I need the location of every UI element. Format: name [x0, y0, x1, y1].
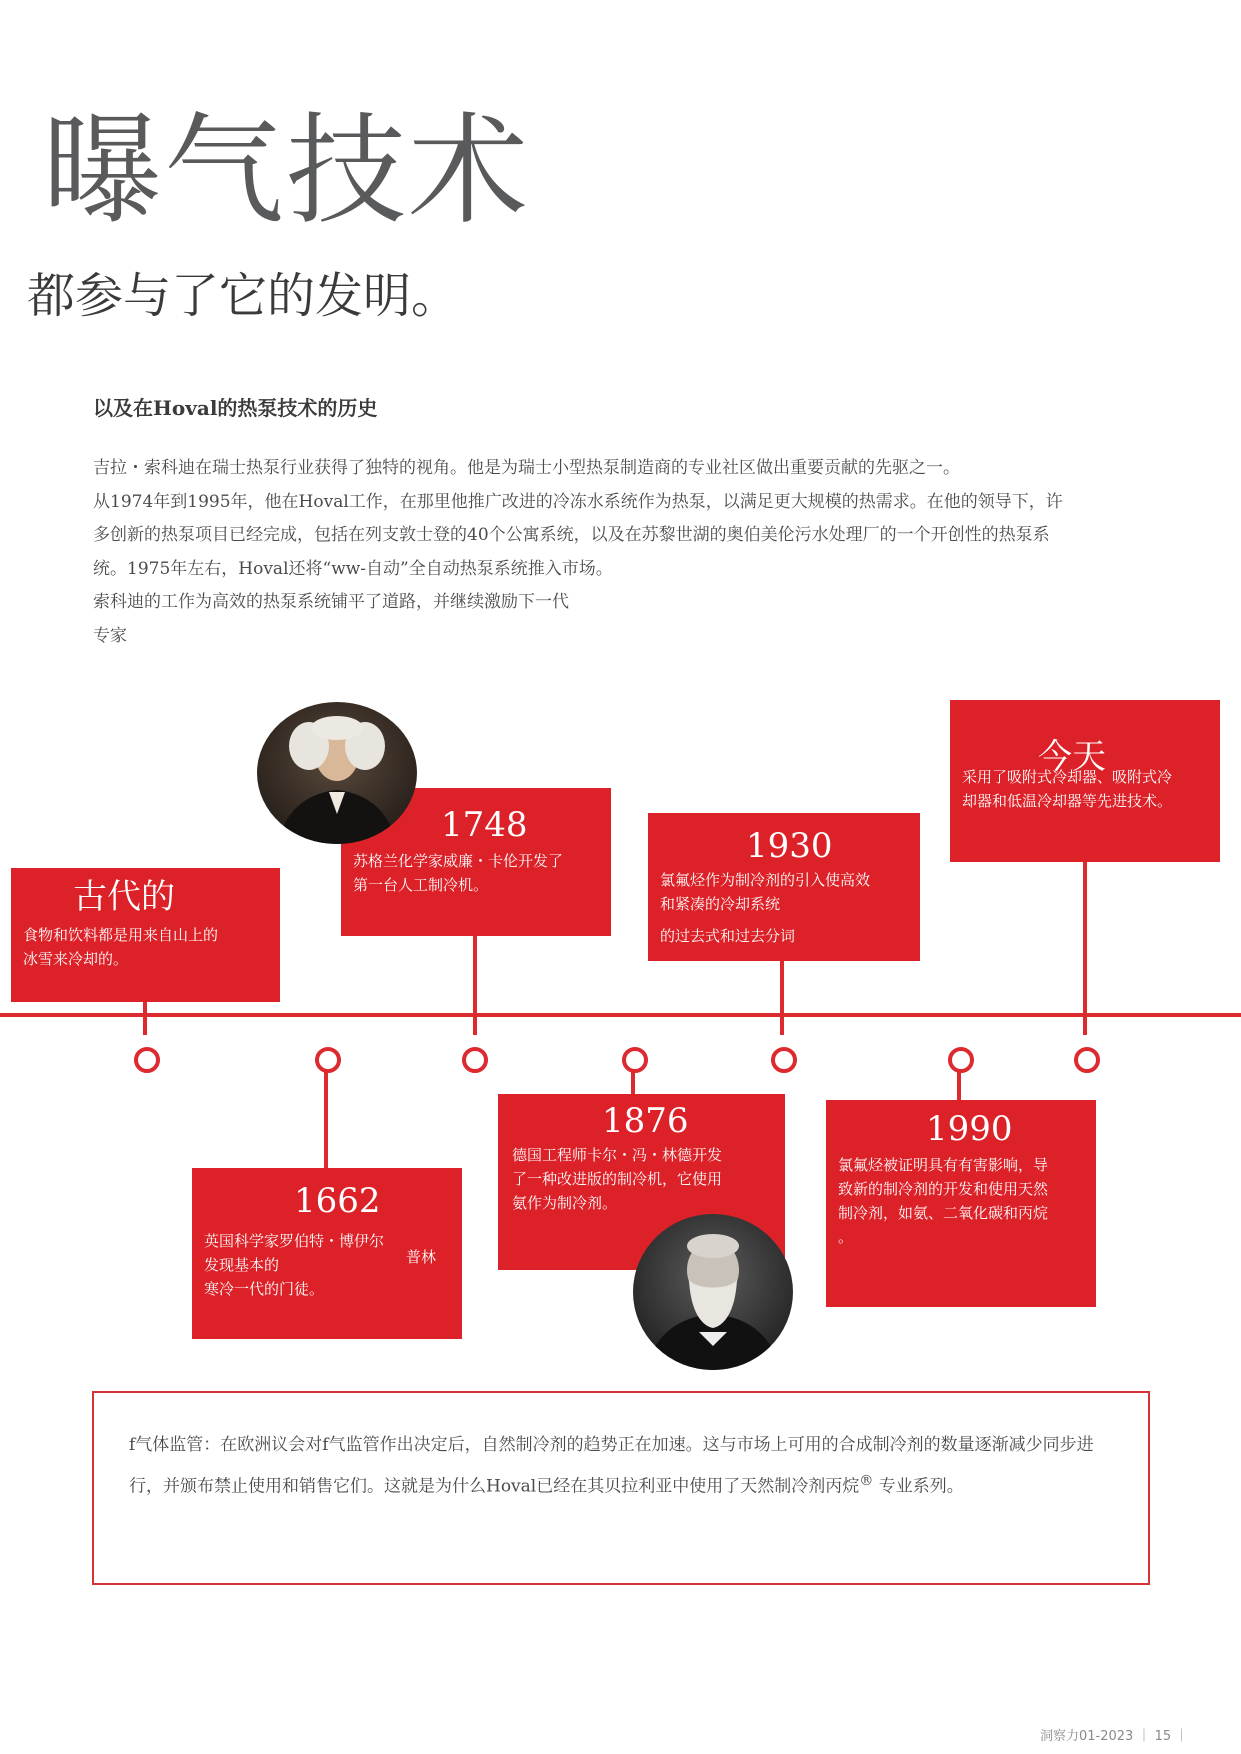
card-aside: 普林: [406, 1248, 437, 1266]
card-year: 1748: [441, 805, 528, 845]
timeline-card-today: [950, 700, 1220, 862]
card-year: 1662: [294, 1181, 381, 1221]
card-text: 英国科学家罗伯特・博伊尔: [204, 1232, 385, 1250]
card-text: 苏格兰化学家威廉・卡伦开发了: [353, 852, 564, 870]
card-text: 氨作为制冷剂。: [512, 1194, 618, 1212]
connector: [1083, 861, 1087, 1035]
section-heading: 以及在Hoval的热泵技术的历史: [93, 396, 378, 420]
timeline-node: [462, 1047, 488, 1073]
intro-line: 专家: [93, 625, 127, 646]
f-gas-note-body: f气体监管：在欧洲议会对f气监管作出决定后，自然制冷剂的趋势正在加速。这与市场上可用的合成制冷剂的数量逐渐减少同步进行，并颁布禁止使用和销售它们。这就是为什么Hoval已经在其贝拉利亚中使用了天然制冷剂丙烷: [129, 1435, 1094, 1497]
intro-line: 多创新的热泵项目已经完成，包括在列支敦士登的40个公寓系统，以及在苏黎世湖的奥伯美伦污水处理厂的一个开创性的热泵系: [93, 525, 1050, 545]
card-text: 第一台人工制冷机。: [353, 876, 489, 894]
card-text: 和紧凑的冷却系统: [660, 895, 781, 913]
card-text: 发现基本的: [204, 1256, 280, 1274]
portrait-william-cullen: [257, 702, 417, 844]
card-year: 1990: [926, 1109, 1013, 1149]
card-text: 食物和饮料都是用来自山上的: [23, 926, 219, 944]
connector: [780, 960, 784, 1035]
card-text: 德国工程师卡尔・冯・林德开发: [512, 1146, 723, 1164]
intro-line: 吉拉・索科迪在瑞士热泵行业获得了独特的视角。他是为瑞士小型热泵制造商的专业社区做出重要贡献的先驱之一。: [93, 458, 960, 478]
card-text: 了一种改进版的制冷机，它使用: [512, 1170, 723, 1188]
connector: [957, 1072, 961, 1100]
card-text: 氯氟烃作为制冷剂的引入使高效: [660, 871, 871, 889]
f-gas-note-box: [92, 1391, 1150, 1585]
card-year: 1876: [602, 1101, 689, 1141]
card-text: 却器和低温冷却器等先进技术。: [962, 792, 1173, 810]
timeline-card-1662: [192, 1168, 462, 1339]
card-year: 1930: [746, 826, 833, 866]
timeline-node: [771, 1047, 797, 1073]
f-gas-note-text: [129, 1427, 1119, 1505]
intro-line: 统。1975年左右，Hoval还将“ww-自动”全自动热泵系统推入市场。: [93, 558, 613, 579]
page-title: 曝气技术: [42, 102, 530, 241]
registered-mark: ®: [859, 1473, 874, 1489]
card-text: 寒冷一代的门徒。: [204, 1280, 325, 1298]
timeline-card-ancient: [11, 868, 280, 1002]
card-text: 氯氟烃被证明具有有害影响，导: [838, 1156, 1049, 1174]
intro-line: 从1974年到1995年，他在Hoval工作，在那里他推广改进的冷冻水系统作为热泵，以满足更大规模的热需求。在他的领导下，许: [93, 491, 1063, 512]
page-number: 洞察力01-2023 ｜ 15 ｜: [1040, 1729, 1189, 1744]
connector: [631, 1072, 635, 1096]
card-text: 致新的制冷剂的开发和使用天然: [838, 1180, 1049, 1198]
portrait-image: [633, 1214, 793, 1370]
portrait-image: [257, 702, 417, 844]
card-text: 制冷剂，如氨、二氧化碳和丙烷: [838, 1204, 1049, 1222]
card-text: 的过去式和过去分词: [660, 927, 796, 945]
connector: [473, 935, 477, 1035]
timeline-node: [622, 1047, 648, 1073]
f-gas-note-end: 专业系列。: [873, 1476, 964, 1497]
card-text: 。: [838, 1228, 854, 1246]
page-subtitle: 都参与了它的发明。: [27, 268, 460, 324]
timeline-node: [1074, 1047, 1100, 1073]
timeline-node: [134, 1047, 160, 1073]
card-year: 今天: [1038, 737, 1106, 777]
intro-paragraph: [93, 452, 1143, 653]
card-text: 冰雪来冷却的。: [23, 950, 129, 968]
connector: [143, 997, 147, 1035]
timeline-node: [315, 1047, 341, 1073]
connector: [324, 1072, 328, 1168]
portrait-carl-von-linde: [633, 1214, 793, 1370]
timeline-axis: [0, 1013, 1241, 1017]
timeline-node: [948, 1047, 974, 1073]
card-text: 采用了吸附式冷却器、吸附式冷: [962, 768, 1173, 786]
card-year: 古代的: [73, 877, 175, 917]
timeline-card-1930: [648, 813, 920, 961]
intro-line: 索科迪的工作为高效的热泵系统铺平了道路，并继续激励下一代: [93, 592, 569, 612]
timeline-card-1990: [826, 1100, 1096, 1307]
